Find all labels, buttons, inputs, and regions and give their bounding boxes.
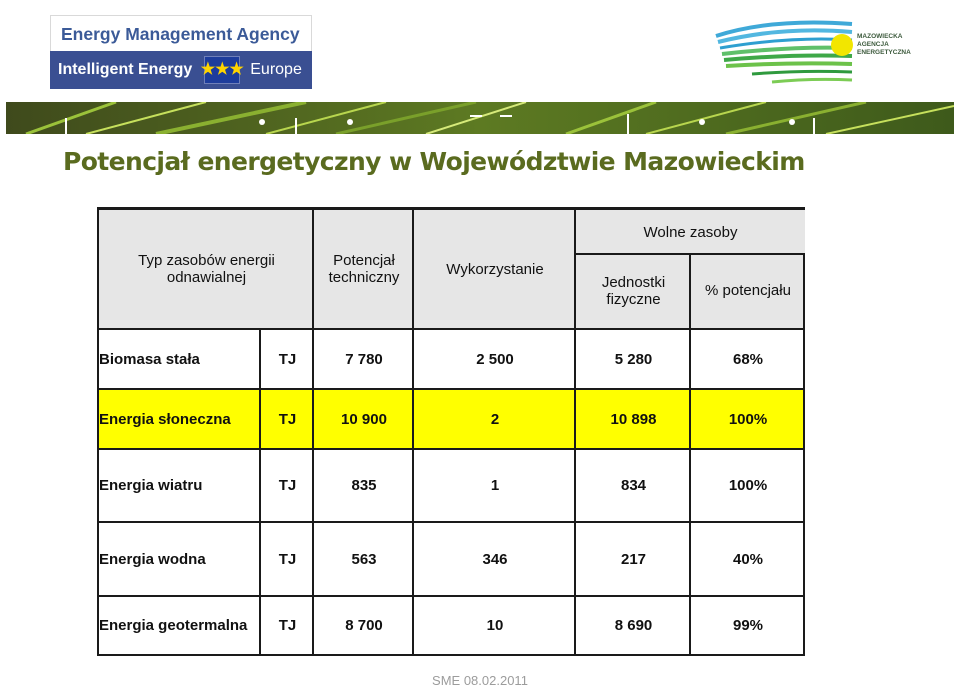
header-free: Wolne zasoby	[576, 210, 805, 253]
header-type: Typ zasobów energii odnawialnej	[99, 210, 314, 328]
row-wiatru-free: 834	[620, 477, 647, 494]
row-wodna-percent: 40%	[732, 550, 764, 568]
row-sloneczna-free: 10 898	[610, 410, 657, 428]
grid-vline	[259, 330, 261, 654]
row-biomasa-technical: 7 780	[345, 350, 383, 368]
header-technical: Potencjał techniczny	[314, 210, 414, 328]
grid-vline	[312, 210, 314, 654]
grid-hline	[99, 448, 805, 450]
grid-vline	[803, 253, 805, 654]
grid-hline	[99, 328, 805, 330]
mazowiecka-logo-text: MAZOWIECKA AGENCJA ENERGETYCZNA	[857, 33, 911, 56]
row-wiatru-name: Energia wiatru	[99, 477, 203, 494]
ema-europe: Europe	[250, 61, 302, 78]
row-wiatru-percent: 100%	[728, 477, 768, 494]
row-geotermalna-name: Energia geotermalna	[99, 617, 248, 634]
header-usage: Wykorzystanie	[414, 210, 576, 328]
row-biomasa-unit: TJ	[278, 350, 297, 368]
row-geotermalna-unit: TJ	[278, 617, 297, 634]
ema-logo-bar	[50, 51, 312, 89]
row-wiatru-technical: 835	[351, 477, 377, 494]
row-wodna-technical: 563	[351, 550, 377, 568]
row-geotermalna-free: 8 690	[614, 617, 653, 634]
row-wiatru-unit: TJ	[278, 477, 297, 494]
eu-stars: ★★★	[200, 61, 244, 78]
row-geotermalna-percent: 99%	[732, 617, 764, 634]
grid-hline	[99, 595, 805, 597]
grid-hline	[99, 521, 805, 523]
row-wodna-name: Energia wodna	[99, 550, 206, 568]
ema-intelligent-energy: Intelligent Energy	[58, 61, 193, 78]
row-biomasa-percent: 68%	[732, 350, 764, 368]
row-sloneczna-unit: TJ	[278, 410, 297, 428]
row-wiatru-usage: 1	[490, 477, 500, 494]
energy-table	[97, 207, 805, 656]
footer-text: SME 08.02.2011	[432, 673, 528, 688]
row-sloneczna-technical: 10 900	[341, 410, 387, 428]
grid-hline	[576, 253, 805, 255]
decorative-banner	[6, 102, 954, 134]
row-sloneczna-percent: 100%	[728, 410, 768, 428]
grid-vline	[574, 210, 576, 654]
ema-logo-title: Energy Management Agency	[50, 15, 312, 51]
row-geotermalna-technical: 8 700	[345, 617, 383, 634]
grid-hline	[99, 388, 805, 390]
header-units: Jednostki fizyczne	[576, 253, 691, 328]
row-wodna-free: 217	[620, 550, 647, 568]
row-geotermalna-usage: 10	[486, 617, 504, 634]
row-sloneczna-usage: 2	[490, 410, 500, 428]
row-biomasa-name: Biomasa stała	[99, 350, 200, 368]
row-sloneczna-name: Energia słoneczna	[99, 410, 231, 428]
eu-flag-icon	[200, 56, 244, 84]
ema-logo	[50, 15, 312, 89]
grid-vline	[689, 253, 691, 654]
row-biomasa-free: 5 280	[614, 350, 653, 368]
header-percent: % potencjału	[691, 253, 805, 328]
grid-vline	[412, 210, 414, 654]
row-wodna-unit: TJ	[278, 550, 297, 568]
row-biomasa-usage: 2 500	[476, 350, 514, 368]
row-wodna-usage: 346	[482, 550, 508, 568]
page-title: Potencjał energetyczny w Województwie Mazowieckim	[63, 147, 805, 176]
